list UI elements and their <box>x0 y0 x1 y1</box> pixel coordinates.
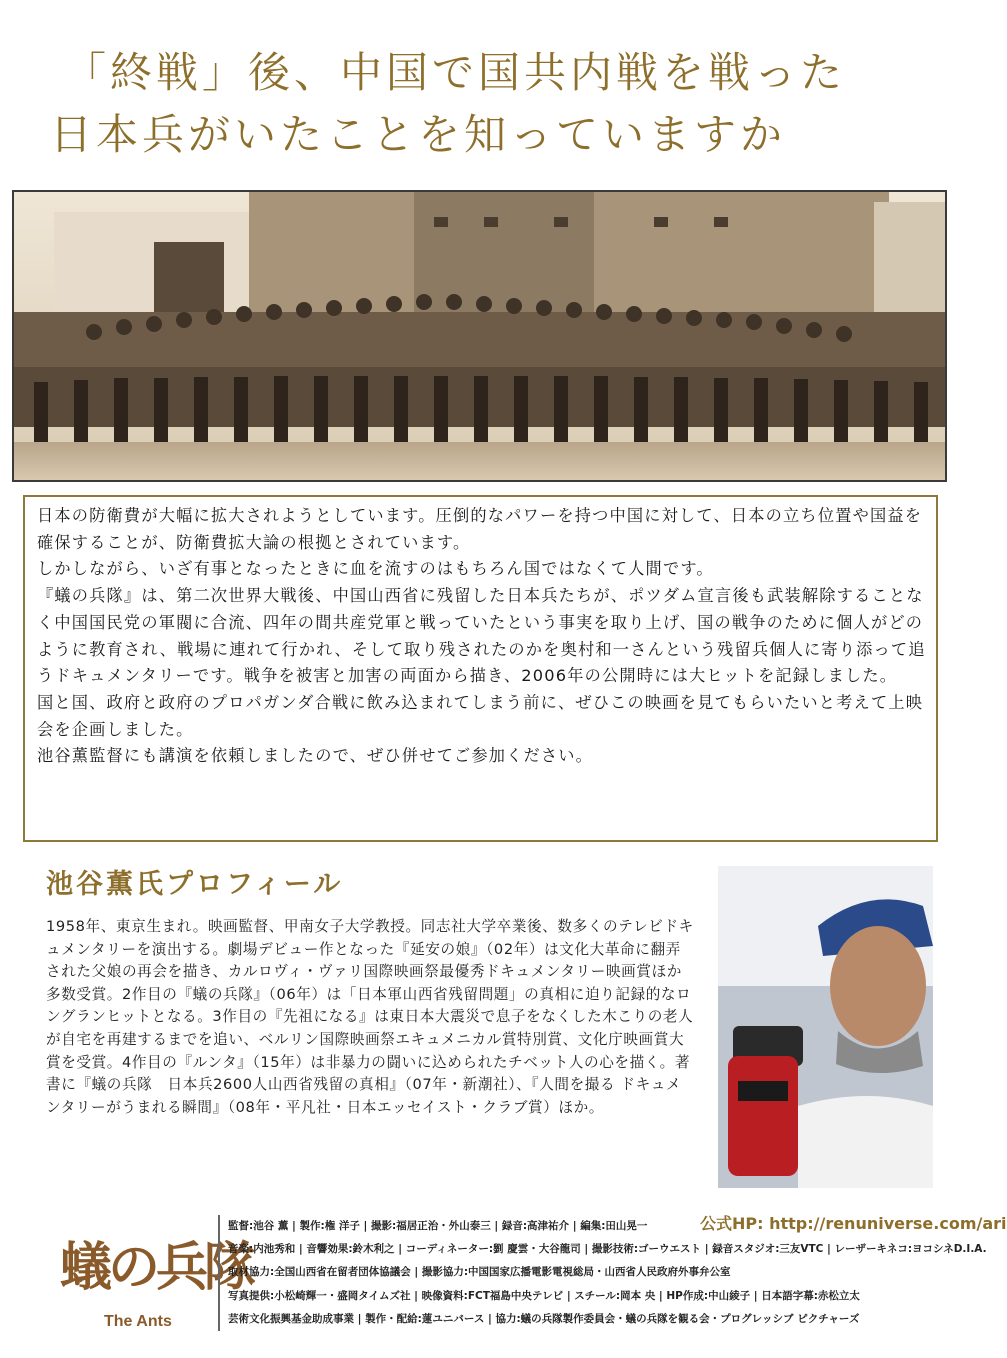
intro-text-box <box>23 495 938 842</box>
intro-paragraph: 日本の防衛費が大幅に拡大されようとしています。圧倒的なパワーを持つ中国に対して、日本の立ち位置や国益を確保することが、防衛費拡大論の根拠とされています。 <box>37 506 923 552</box>
homepage-link[interactable]: 公式HP: http://renuniverse.com/ari <box>700 1214 1007 1233</box>
headline <box>50 42 930 166</box>
intro-paragraph: 『蟻の兵隊』は、第二次世界大戦後、中国山西省に残留した日本兵たちが、ポツダム宣言後も武装解除することなく中国国民党の軍閥に合流、四年の間共産党軍と戦っていたという事実を取り上げ、国の戦争のために個人がどのように教育され、戦場に連れて行かれ、そして取り残されたのかを奥村和一さんという残留兵個人に寄り添って追うドキュメンタリーです。戦争を被害と加害の両面から描き、2006年の公開時には大ヒットを記録しました。 <box>37 586 926 686</box>
profile-body: 1958年、東京生まれ。映画監督、甲南女子大学教授。同志社大学卒業後、数多くのテレビドキュメンタリーを演出する。劇場デビュー作となった『延安の娘』（02年）は文化大革命に翻弄された父娘の再会を描き、カルロヴィ・ヴァリ国際映画祭最優秀ドキュメンタリー映画賞ほか多数受賞。2作目の『蟻の兵隊』（06年）は「日本軍山西省残留問題」の真相に迫り記録的なロングランヒットとなる。3作目の『先祖になる』は東日本大震災で息子をなくした木こりの老人が自宅を再建するまでを追い、ベルリン国際映画祭エキュメニカル賞特別賞、文化庁映画賞大賞を受賞。4作目の『ルンタ』（15年）は非暴力の闘いに込められたチベット人の心を描く。著書に『蟻の兵隊 日本兵2600人山西省残留の真相』（07年・新潮社）、『人間を撮る ドキュメンタリーがうまれる瞬間』（08年・平凡社・日本エッセイスト・クラブ賞）ほか。 <box>46 918 694 1116</box>
credits-line: 監督:池谷 薫 | 製作:権 洋子 | 撮影:福居正治・外山泰三 | 録音:高津祐介 | 編集:田山晃一 <box>228 1220 648 1232</box>
historical-group-photo <box>12 190 947 482</box>
footer-credits <box>0 1205 1007 1355</box>
logo-subtitle: The Ants <box>104 1313 172 1330</box>
credits-line: 写真提供:小松崎輝一・盛岡タイムズ社 | 映像資料:FCT福島中央テレビ | スチール:岡本 央 | HP作成:中山綾子 | 日本語字幕:赤松立太 <box>228 1289 860 1302</box>
profile-title: 池谷薫氏プロフィール <box>46 869 344 900</box>
logo-title: 蟻の兵隊 <box>60 1237 253 1298</box>
intro-paragraph: しかしながら、いざ有事となったときに血を流すのはもちろん国ではなくて人間です。 <box>37 559 714 579</box>
intro-paragraph: 池谷薫監督にも講演を依頼しましたので、ぜひ併せてご参加ください。 <box>37 746 594 766</box>
credits-line: 芸術文化振興基金助成事業 | 製作・配給:蓮ユニバース | 協力:蟻の兵隊製作委員会・蟻の兵隊を観る会・プログレッシブ ピクチャーズ <box>228 1312 860 1325</box>
headline-line-1: 「終戦」後、中国で国共内戦を戦った <box>64 48 847 97</box>
soldiers-photo-illustration <box>14 192 945 480</box>
credits-block <box>218 1215 987 1331</box>
director-portrait <box>718 866 933 1188</box>
intro-paragraph: 国と国、政府と政府のプロパガンダ合戦に飲み込まれてしまう前に、ぜひこの映画を見てもらいたいと考えて上映会を企画しました。 <box>37 692 924 739</box>
film-logo <box>60 1225 253 1345</box>
credits-line: 音楽:内池秀和 | 音響効果:鈴木利之 | コーディネーター:劉 慶雲・大谷龍司 | 撮影技術:ゴーウエスト | 録音スタジオ:三友VTC | レーザーキネコ:ヨコシネD.I.A. <box>228 1243 987 1256</box>
credits-line: 取材協力:全国山西省在留者団体協議会 | 撮影協力:中国国家広播電影電視総局・山西省人民政府外事弁公室 <box>228 1266 731 1279</box>
headline-line-2: 日本兵がいたことを知っていますか <box>50 110 787 159</box>
director-portrait-illustration <box>718 866 933 1188</box>
